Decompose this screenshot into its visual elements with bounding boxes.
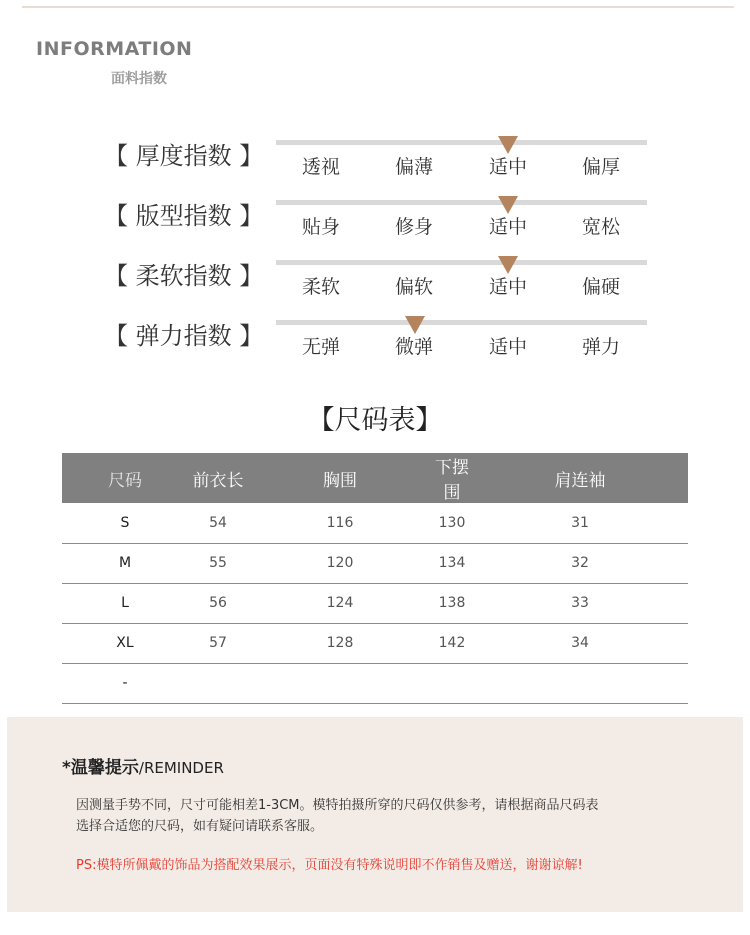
index-option: 适中 — [488, 276, 528, 298]
index-option: 偏软 — [394, 276, 434, 298]
table-cell: 56 — [188, 583, 248, 623]
index-label: 【 柔软指数 】 — [104, 262, 264, 290]
header-sleeve: 肩连袖 — [472, 453, 688, 503]
table-cell: 34 — [472, 623, 688, 663]
table-cell — [248, 663, 432, 703]
index-option: 无弹 — [301, 336, 341, 358]
index-option: 适中 — [488, 216, 528, 238]
header-front-length: 前衣长 — [188, 453, 248, 503]
table-cell: 142 — [432, 623, 472, 663]
index-row — [0, 316, 750, 376]
section-subtitle: 面料指数 — [111, 71, 167, 87]
table-header-row — [62, 453, 688, 503]
reminder-line-2: 选择合适您的尺码，如有疑问请联系客服。 — [76, 819, 324, 834]
table-cell: M — [62, 543, 188, 583]
index-option: 贴身 — [301, 216, 341, 238]
size-chart-title: 【尺码表】 — [307, 405, 443, 436]
index-option: 微弹 — [394, 336, 434, 358]
table-cell: - — [62, 663, 188, 703]
table-cell: XL — [62, 623, 188, 663]
table-cell: 130 — [432, 503, 472, 543]
index-option: 偏厚 — [581, 156, 621, 178]
index-option: 弹力 — [581, 336, 621, 358]
header-hem: 下摆围 — [432, 453, 472, 503]
index-row — [0, 196, 750, 256]
table-cell: 116 — [248, 503, 432, 543]
table-cell: 120 — [248, 543, 432, 583]
table-row — [62, 503, 688, 543]
table-cell: 54 — [188, 503, 248, 543]
table-cell — [188, 663, 248, 703]
index-scale-bar — [276, 140, 647, 145]
reminder-title — [62, 753, 224, 778]
index-label: 【 版型指数 】 — [104, 202, 264, 230]
header-chest: 胸围 — [248, 453, 432, 503]
header-size: 尺码 — [62, 453, 188, 503]
table-cell — [472, 663, 688, 703]
reminder-panel — [7, 717, 743, 912]
table-cell: L — [62, 583, 188, 623]
index-option: 适中 — [488, 156, 528, 178]
reminder-title-en: /REMINDER — [138, 759, 224, 777]
index-option: 偏薄 — [394, 156, 434, 178]
table-cell: 134 — [432, 543, 472, 583]
index-option: 透视 — [301, 156, 341, 178]
table-row — [62, 663, 688, 703]
table-row — [62, 543, 688, 583]
table-cell: 55 — [188, 543, 248, 583]
table-cell: 31 — [472, 503, 688, 543]
table-cell — [432, 663, 472, 703]
table-cell: 128 — [248, 623, 432, 663]
table-cell: 33 — [472, 583, 688, 623]
index-scale-bar — [276, 320, 647, 325]
index-option: 偏硬 — [581, 276, 621, 298]
index-option: 柔软 — [301, 276, 341, 298]
index-option: 宽松 — [581, 216, 621, 238]
reminder-text — [76, 795, 696, 837]
table-cell: 138 — [432, 583, 472, 623]
reminder-ps-note: PS:模特所佩戴的饰品为搭配效果展示，页面没有特殊说明即不作销售及赠送，谢谢谅解! — [76, 858, 583, 873]
index-option: 适中 — [488, 336, 528, 358]
size-table — [62, 453, 688, 704]
index-option: 修身 — [394, 216, 434, 238]
table-cell: 32 — [472, 543, 688, 583]
index-scale-bar — [276, 260, 647, 265]
table-row — [62, 623, 688, 663]
index-scale-bar — [276, 200, 647, 205]
index-label: 【 厚度指数 】 — [104, 142, 264, 170]
table-cell: 124 — [248, 583, 432, 623]
table-cell: S — [62, 503, 188, 543]
reminder-title-zh: *温馨提示 — [62, 758, 139, 778]
table-row — [62, 583, 688, 623]
index-row — [0, 256, 750, 316]
section-title: INFORMATION — [36, 38, 193, 60]
reminder-line-1: 因测量手势不同，尺寸可能相差1-3CM。模特拍摄所穿的尺码仅供参考，请根据商品尺码表 — [76, 798, 599, 813]
top-divider — [22, 6, 734, 8]
table-cell: 57 — [188, 623, 248, 663]
index-row — [0, 136, 750, 196]
index-label: 【 弹力指数 】 — [104, 322, 264, 350]
